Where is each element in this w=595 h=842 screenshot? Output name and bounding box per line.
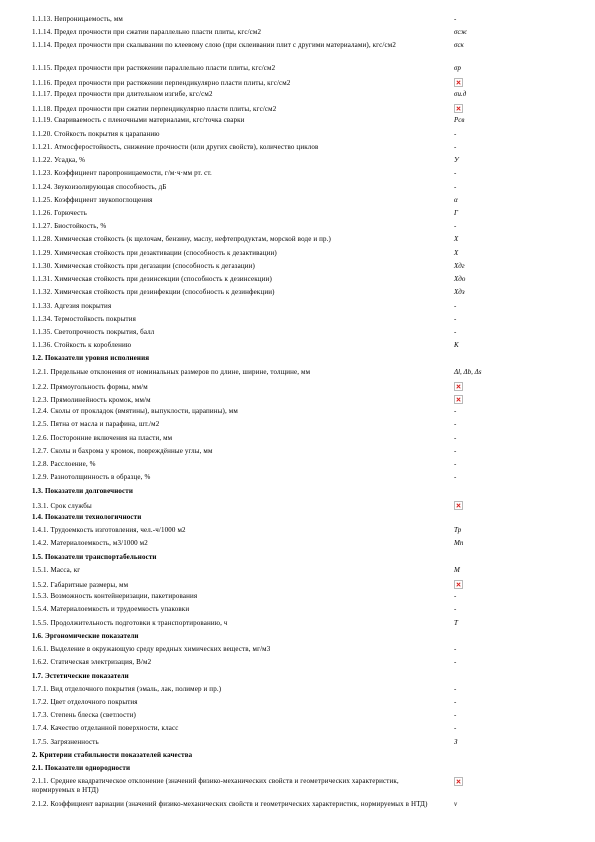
indicator-symbol: - (454, 314, 457, 323)
indicator-row (32, 698, 466, 707)
indicator-label: 1.1.30. Химическая стойкость при дегазации (способность к дегазации) (32, 261, 255, 270)
indicator-label: 1.3.1. Срок службы (32, 501, 92, 510)
indicator-symbol: Х (454, 235, 459, 244)
indicator-label: 1.1.28. Химическая стойкость (к щелочам, бензину, маслу, нефтепродуктам, морской воде и пр.) (32, 235, 332, 244)
broken-image-icon (454, 777, 463, 789)
indicator-label: 1.5.5. Продолжительность подготовки к транспортированию, ч (32, 618, 228, 627)
indicator-row (32, 658, 466, 667)
indicator-row (32, 183, 466, 192)
indicator-label: 1.1.18. Предел прочности при сжатии перпендикулярно пласти плиты, кгс/см2 (32, 105, 277, 114)
indicator-symbol: Тр (454, 526, 462, 535)
indicator-row (32, 407, 466, 416)
indicator-symbol: - (454, 420, 457, 429)
indicator-symbol: - (454, 645, 457, 654)
indicator-label: 1.1.26. Горючесть (32, 209, 87, 217)
indicator-row (32, 394, 466, 406)
indicator-label: 1.5.4. Материалоемкость и трудоемкость упаковки (32, 605, 190, 614)
indicator-row (32, 262, 466, 271)
section-heading (32, 764, 466, 773)
broken-image-icon (454, 580, 463, 592)
indicator-label: 1.2.9. Разнотолщинность в образце, % (32, 473, 151, 482)
indicator-row (32, 209, 466, 218)
indicator-symbol: - (454, 473, 457, 482)
indicator-symbol: σи.д (454, 90, 467, 99)
indicator-label: 2. Критерии стабильности показателей качества (32, 750, 193, 759)
indicator-row (32, 777, 466, 795)
indicator-row (32, 738, 466, 747)
indicator-symbol: Хдг (454, 261, 465, 270)
indicator-row (32, 64, 466, 73)
indicator-symbol: - (454, 407, 457, 416)
indicator-symbol: - (454, 182, 457, 191)
indicator-label: 1.1.14. Предел прочности при скалывании по клеевому слою (при склеивании плит с другими материалами), кгс/см2 (32, 41, 396, 50)
indicator-row (32, 579, 466, 591)
indicator-label: 2.1. Показатели однородности (32, 764, 131, 773)
indicator-symbol: σсж (454, 28, 467, 37)
indicator-symbol: Δl, Δb, Δs (454, 367, 482, 376)
indicator-row (32, 685, 466, 694)
indicator-label: 1.1.19. Свариваемость с пленочными материалами, кгс/точка сварки (32, 116, 245, 125)
indicator-symbol: - (454, 169, 457, 178)
indicator-row (32, 235, 466, 244)
indicator-symbol: - (454, 327, 457, 336)
indicator-label: 1.1.14. Предел прочности при сжатии параллельно пласти плиты, кгс/см2 (32, 28, 262, 37)
section-heading (32, 553, 466, 562)
indicator-label: 1.5. Показатели транспортабельности (32, 552, 157, 561)
indicator-label: 1.4. Показатели технологичности (32, 512, 142, 521)
indicator-row (32, 420, 466, 429)
indicator-row (32, 645, 466, 654)
indicator-symbol: Х (454, 248, 459, 257)
indicator-symbol: Т (454, 618, 458, 627)
indicator-symbol: - (454, 711, 457, 720)
indicator-symbol: Рсв (454, 116, 465, 125)
indicator-symbol: - (454, 592, 457, 601)
indicator-label: 1.1.29. Химическая стойкость при дезактивации (способность к дезактивации) (32, 248, 277, 257)
indicator-label: 1.1.27. Биостойкость, % (32, 222, 107, 231)
indicator-label: 1.1.33. Адгезия покрытия (32, 301, 112, 310)
indicator-row (32, 116, 466, 125)
indicator-symbol: - (454, 433, 457, 442)
indicator-label: 1.1.35. Светопрочность покрытия, балл (32, 327, 155, 336)
indicator-row (32, 41, 466, 59)
indicator-symbol: σр (454, 63, 461, 72)
indicator-label: 1.5.2. Габаритные размеры, мм (32, 581, 129, 590)
indicator-label: 1.1.21. Атмосферостойкость, снижение прочности (или других свойств), количество циклов (32, 142, 319, 151)
section-heading (32, 632, 466, 641)
indicator-label: 1.2.6. Посторонние включения на пласти, мм (32, 433, 173, 442)
indicator-row (32, 143, 466, 152)
indicator-label: 1.2.5. Пятна от масла и парафина, шт./м2 (32, 420, 160, 429)
broken-image-icon (454, 78, 463, 90)
indicator-row (32, 130, 466, 139)
section-heading (32, 513, 466, 522)
indicator-symbol: - (454, 142, 457, 151)
indicator-symbol: З (454, 737, 458, 746)
indicator-symbol: Мп (454, 539, 464, 548)
indicator-label: 1.1.24. Звукоизолирующая способность, дБ (32, 182, 167, 191)
indicator-symbol: - (454, 697, 457, 706)
indicator-row (32, 460, 466, 469)
indicator-label: 1.3. Показатели долговечности (32, 486, 134, 495)
indicator-row (32, 302, 466, 311)
indicator-symbol: - (454, 605, 457, 614)
indicator-label: 1.1.25. Коэффициент звукопоглощения (32, 195, 153, 204)
indicator-symbol: М (454, 565, 460, 574)
indicator-symbol: - (454, 684, 457, 693)
indicator-symbol: - (454, 658, 457, 667)
indicator-row (32, 196, 466, 205)
indicator-symbol: - (454, 460, 457, 469)
indicator-row (32, 447, 466, 456)
indicator-label: 1.7.5. Загрязненность (32, 737, 99, 746)
indicator-row (32, 619, 466, 628)
indicator-label: 1.2.4. Сколы от прокладок (вмятины), выпуклости, царапины), мм (32, 407, 238, 416)
indicator-row (32, 434, 466, 443)
indicator-label: 1.6. Эргономические показатели (32, 631, 139, 640)
indicator-row (32, 90, 466, 99)
indicator-label: 1.1.23. Коэффициент паропроницаемости, г/м·ч·мм рт. ст. (32, 169, 212, 178)
indicator-label: 1.1.20. Стойкость покрытия к царапанию (32, 129, 160, 138)
indicator-label: 1.2.2. Прямоугольность формы, мм/м (32, 382, 148, 391)
broken-image-icon (454, 501, 463, 513)
indicator-label: 1.6.1. Выделение в окружающую среду вредных химических веществ, мг/м3 (32, 645, 271, 654)
section-heading (32, 672, 466, 681)
indicator-row (32, 566, 466, 575)
indicator-symbol: α (454, 195, 458, 204)
indicator-row (32, 288, 466, 297)
broken-image-icon (454, 104, 463, 116)
broken-image-icon (454, 395, 463, 407)
indicator-row (32, 711, 466, 720)
indicator-label: 1.1.13. Непроницаемость, мм (32, 15, 123, 23)
indicator-symbol: У (454, 156, 459, 165)
indicator-label: 1.2.8. Расслоение, % (32, 460, 96, 469)
indicator-symbol: Хдо (454, 275, 466, 284)
indicator-row (32, 592, 466, 601)
indicator-label: 1.1.32. Химическая стойкость при дезинфекции (способность к дезинфекции) (32, 288, 275, 297)
document-page (32, 15, 482, 822)
indicator-row (32, 249, 466, 258)
indicator-row (32, 381, 466, 393)
indicator-symbol: - (454, 222, 457, 231)
indicator-row (32, 28, 466, 37)
indicator-row (32, 473, 466, 482)
indicator-row (32, 367, 482, 377)
indicator-row (32, 315, 466, 324)
indicator-row (32, 328, 466, 337)
indicator-row (32, 275, 466, 284)
indicator-symbol: Хдз (454, 288, 465, 297)
indicator-label: 1.2.7. Сколы и бахрома у кромок, повреждённые углы, мм (32, 446, 213, 455)
indicator-row (32, 103, 466, 115)
indicator-symbol: σск (454, 41, 464, 50)
broken-image-icon (454, 382, 463, 394)
indicator-row (32, 341, 466, 350)
indicator-symbol: - (454, 446, 457, 455)
indicator-label: 1.6.2. Статическая электризация, В/м2 (32, 658, 152, 667)
indicator-label: 1.7.3. Степень блеска (светлости) (32, 711, 136, 720)
indicator-symbol: К (454, 341, 459, 350)
indicator-label: 1.1.17. Предел прочности при длительном изгибе, кгс/см2 (32, 90, 213, 99)
indicator-label: 1.4.2. Материалоемкость, м3/1000 м2 (32, 539, 148, 548)
indicator-row (32, 77, 466, 89)
indicator-label: 1.2.3. Прямолинейность кромок, мм/м (32, 396, 151, 405)
indicator-label: 1.2. Показатели уровня исполнения (32, 354, 150, 363)
indicator-label: 1.1.15. Предел прочности при растяжении параллельно пласти плиты, кгс/см2 (32, 63, 276, 72)
indicator-row (32, 539, 466, 548)
indicator-label: 1.7.4. Качество отделанной поверхности, класс (32, 724, 179, 733)
indicator-label: 1.1.16. Предел прочности при растяжении перпендикулярно пласти плиты, кгс/см2 (32, 78, 291, 87)
indicator-label: 1.7.1. Вид отделочного покрытия (эмаль, лак, полимер и пр.) (32, 684, 222, 693)
indicator-symbol: - (454, 724, 457, 733)
indicator-label: 1.1.34. Термостойкость покрытия (32, 314, 136, 323)
indicator-label: 1.7.2. Цвет отделочного покрытия (32, 697, 138, 706)
indicator-label: 2.1.1. Среднее квадратическое отклонение (значений физико-механических свойств и геометрических характеристик, нормируемых в НТД) (32, 777, 399, 795)
indicator-symbol: ν (454, 799, 458, 808)
indicator-label: 1.5.1. Масса, кг (32, 565, 81, 574)
indicator-row (32, 15, 466, 24)
indicator-row (32, 526, 466, 535)
indicator-label: 2.1.2. Коэффициент вариации (значений физико-механических свойств и геометрических характеристик, нормируемых в НТД) (32, 799, 428, 808)
indicator-label: 1.1.22. Усадка, % (32, 156, 86, 165)
indicator-symbol: - (454, 301, 457, 310)
indicator-label: 1.2.1. Предельные отклонения от номинальных размеров по длине, ширине, толщине, мм (32, 367, 311, 376)
section-heading (32, 751, 466, 760)
indicator-symbol: - (454, 15, 457, 23)
section-heading (32, 354, 466, 363)
section-heading (32, 487, 466, 496)
indicator-label: 1.7. Эстетические показатели (32, 671, 129, 680)
indicator-row (32, 169, 466, 178)
indicator-symbol: - (454, 129, 457, 138)
indicator-label: 1.5.3. Возможность контейнеризации, пакетирования (32, 592, 198, 601)
indicator-label: 1.4.1. Трудоемкость изготовления, чел.-ч/1000 м2 (32, 526, 186, 535)
indicator-symbol: Г (454, 209, 458, 217)
indicator-row (32, 156, 466, 165)
indicator-row (32, 222, 466, 231)
indicator-row (32, 605, 466, 614)
indicator-row (32, 500, 466, 512)
indicator-row (32, 800, 466, 818)
indicator-row (32, 724, 466, 733)
indicator-label: 1.1.36. Стойкость к короблению (32, 341, 132, 350)
indicator-label: 1.1.31. Химическая стойкость при дезинсекции (способность к дезинсекции) (32, 275, 272, 284)
